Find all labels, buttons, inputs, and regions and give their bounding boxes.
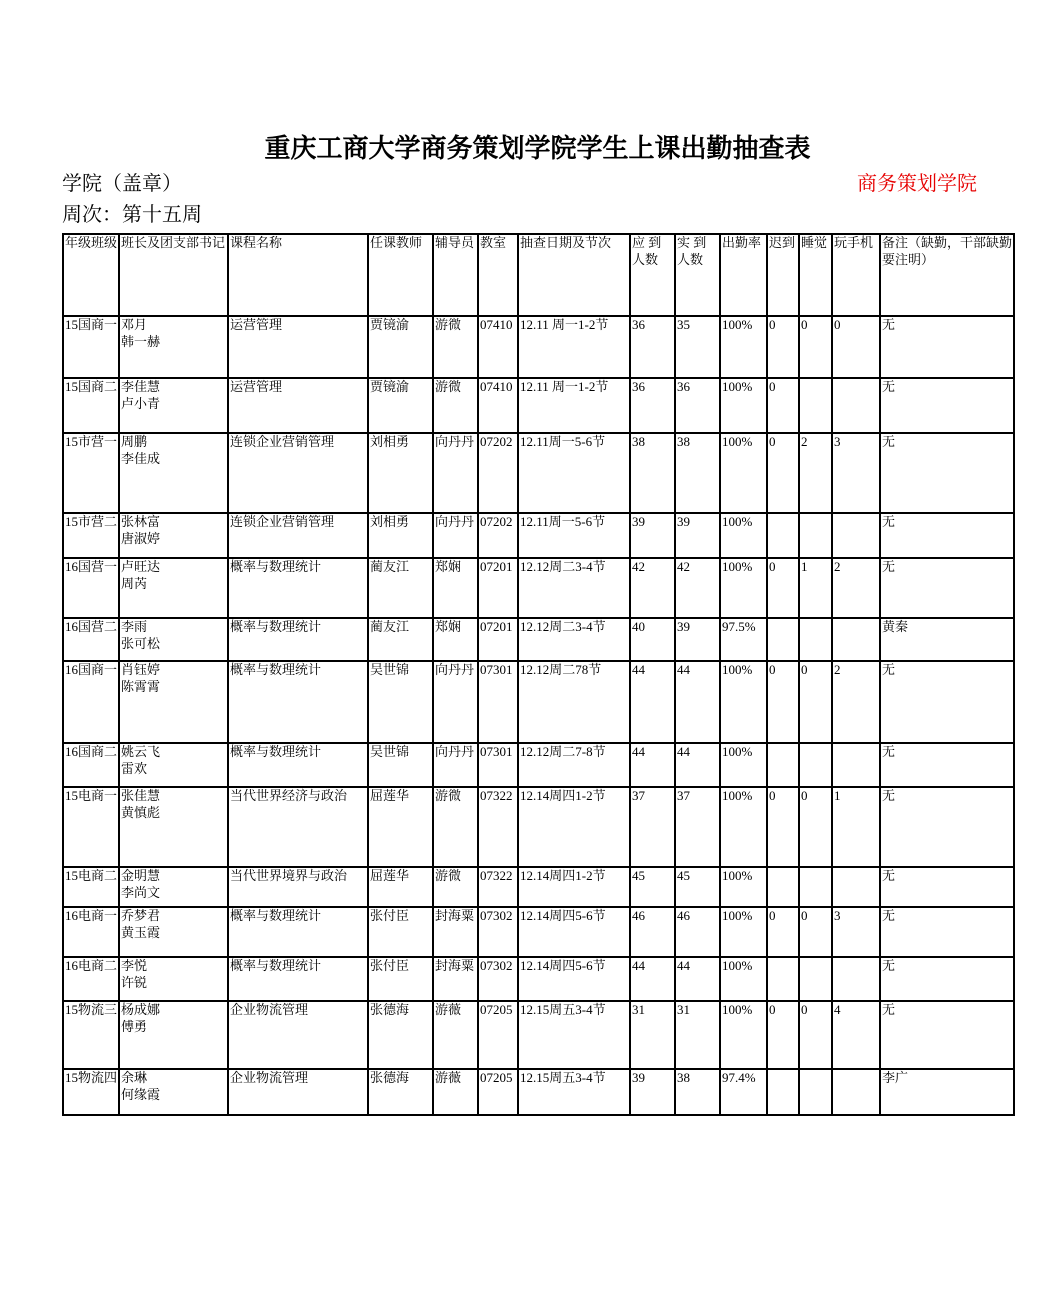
attendance-rate-cell: 100% (720, 661, 767, 743)
attendance-rate-cell: 100% (720, 1001, 767, 1069)
expected-count-cell: 39 (630, 1069, 675, 1115)
late-cell: 0 (767, 558, 799, 618)
course-cell: 运营管理 (228, 316, 368, 378)
counselor-cell: 游微 (433, 787, 478, 867)
header-late: 迟到 (767, 234, 799, 316)
teacher-cell: 贾镜渝 (368, 378, 433, 433)
teacher-cell: 屈莲华 (368, 867, 433, 907)
room-cell: 07302 (478, 957, 518, 1001)
room-cell: 07410 (478, 316, 518, 378)
course-cell: 连锁企业营销管理 (228, 513, 368, 558)
grade-class-cell: 15市营二 (63, 513, 119, 558)
expected-count-cell: 40 (630, 618, 675, 661)
date-period-cell: 12.11 周一1-2节 (518, 378, 630, 433)
teacher-cell: 屈莲华 (368, 787, 433, 867)
expected-count-cell: 45 (630, 867, 675, 907)
room-cell: 07202 (478, 513, 518, 558)
course-cell: 企业物流管理 (228, 1069, 368, 1115)
expected-count-cell: 44 (630, 743, 675, 787)
expected-count-cell: 36 (630, 316, 675, 378)
counselor-cell: 向丹丹 (433, 743, 478, 787)
table-row (63, 661, 1014, 743)
phone-cell (832, 378, 880, 433)
table-row (63, 513, 1014, 558)
monitor-cell: 姚云飞 雷欢 (119, 743, 228, 787)
teacher-cell: 蔺友江 (368, 558, 433, 618)
actual-count-cell: 31 (675, 1001, 720, 1069)
actual-count-cell: 44 (675, 957, 720, 1001)
teacher-cell: 刘相勇 (368, 513, 433, 558)
table-row (63, 378, 1014, 433)
date-period-cell: 12.14周四5-6节 (518, 907, 630, 957)
phone-cell: 3 (832, 433, 880, 513)
grade-class-cell: 15电商二 (63, 867, 119, 907)
table-row (63, 787, 1014, 867)
sleep-cell (799, 513, 832, 558)
course-cell: 概率与数理统计 (228, 907, 368, 957)
table-row (63, 743, 1014, 787)
header-attendance-rate: 出勤率 (720, 234, 767, 316)
date-period-cell: 12.11 周一1-2节 (518, 316, 630, 378)
expected-count-cell: 38 (630, 433, 675, 513)
expected-count-cell: 36 (630, 378, 675, 433)
counselor-cell: 郑娴 (433, 558, 478, 618)
teacher-cell: 张付臣 (368, 957, 433, 1001)
course-cell: 概率与数理统计 (228, 743, 368, 787)
college-line (62, 171, 1013, 197)
actual-count-cell: 39 (675, 618, 720, 661)
phone-cell (832, 957, 880, 1001)
monitor-cell: 邓月 韩一赫 (119, 316, 228, 378)
monitor-cell: 卢旺达 周芮 (119, 558, 228, 618)
header-course: 课程名称 (228, 234, 368, 316)
monitor-cell: 杨成娜 傅勇 (119, 1001, 228, 1069)
phone-cell (832, 618, 880, 661)
header-actual-count: 实 到人数 (675, 234, 720, 316)
remark-cell: 无 (880, 867, 1014, 907)
attendance-table (62, 233, 1015, 1116)
grade-class-cell: 16电商一 (63, 907, 119, 957)
attendance-rate-cell: 100% (720, 316, 767, 378)
phone-cell (832, 1069, 880, 1115)
sleep-cell: 0 (799, 661, 832, 743)
monitor-cell: 周鹏 李佳成 (119, 433, 228, 513)
late-cell (767, 513, 799, 558)
grade-class-cell: 16国营一 (63, 558, 119, 618)
date-period-cell: 12.12周二7-8节 (518, 743, 630, 787)
table-row (63, 433, 1014, 513)
phone-cell (832, 513, 880, 558)
phone-cell (832, 867, 880, 907)
page-title: 重庆工商大学商务策划学院学生上课出勤抽查表 (264, 133, 811, 163)
attendance-rate-cell: 100% (720, 957, 767, 1001)
actual-count-cell: 38 (675, 1069, 720, 1115)
phone-cell: 2 (832, 558, 880, 618)
college-seal-label: 学院（盖章） (62, 173, 182, 195)
counselor-cell: 封海粟 (433, 957, 478, 1001)
expected-count-cell: 39 (630, 513, 675, 558)
header-phone: 玩手机 (832, 234, 880, 316)
sleep-cell (799, 957, 832, 1001)
monitor-cell: 余琳 何缘霞 (119, 1069, 228, 1115)
monitor-cell: 金明慧 李尚文 (119, 867, 228, 907)
attendance-rate-cell: 100% (720, 907, 767, 957)
grade-class-cell: 15物流四 (63, 1069, 119, 1115)
counselor-cell: 游薇 (433, 1001, 478, 1069)
header-room: 教室 (478, 234, 518, 316)
grade-class-cell: 16国商一 (63, 661, 119, 743)
course-cell: 运营管理 (228, 378, 368, 433)
phone-cell: 0 (832, 316, 880, 378)
course-cell: 概率与数理统计 (228, 661, 368, 743)
counselor-cell: 郑娴 (433, 618, 478, 661)
expected-count-cell: 44 (630, 957, 675, 1001)
header-counselor: 辅导员 (433, 234, 478, 316)
expected-count-cell: 44 (630, 661, 675, 743)
attendance-rate-cell: 100% (720, 513, 767, 558)
attendance-rate-cell: 97.5% (720, 618, 767, 661)
teacher-cell: 蔺友江 (368, 618, 433, 661)
grade-class-cell: 15国商二 (63, 378, 119, 433)
date-period-cell: 12.15周五3-4节 (518, 1001, 630, 1069)
grade-class-cell: 15电商一 (63, 787, 119, 867)
header-row (63, 234, 1014, 316)
sleep-cell: 0 (799, 1001, 832, 1069)
sleep-cell: 0 (799, 316, 832, 378)
actual-count-cell: 38 (675, 433, 720, 513)
room-cell: 07322 (478, 787, 518, 867)
phone-cell (832, 743, 880, 787)
counselor-cell: 向丹丹 (433, 661, 478, 743)
grade-class-cell: 15物流三 (63, 1001, 119, 1069)
remark-cell: 李广 (880, 1069, 1014, 1115)
monitor-cell: 李悦 许锐 (119, 957, 228, 1001)
phone-cell: 2 (832, 661, 880, 743)
counselor-cell: 封海粟 (433, 907, 478, 957)
remark-cell: 无 (880, 743, 1014, 787)
date-period-cell: 12.14周四1-2节 (518, 867, 630, 907)
late-cell: 0 (767, 1001, 799, 1069)
counselor-cell: 游微 (433, 378, 478, 433)
course-cell: 当代世界境界与政治 (228, 867, 368, 907)
late-cell (767, 743, 799, 787)
attendance-rate-cell: 100% (720, 867, 767, 907)
date-period-cell: 12.11周一5-6节 (518, 433, 630, 513)
header-monitor: 班长及团支部书记 (119, 234, 228, 316)
late-cell (767, 867, 799, 907)
expected-count-cell: 46 (630, 907, 675, 957)
expected-count-cell: 42 (630, 558, 675, 618)
counselor-cell: 游微 (433, 316, 478, 378)
actual-count-cell: 39 (675, 513, 720, 558)
header-teacher: 任课教师 (368, 234, 433, 316)
remark-cell: 无 (880, 513, 1014, 558)
attendance-rate-cell: 97.4% (720, 1069, 767, 1115)
attendance-rate-cell: 100% (720, 743, 767, 787)
table-row (63, 558, 1014, 618)
late-cell (767, 1069, 799, 1115)
remark-cell: 无 (880, 907, 1014, 957)
room-cell: 07202 (478, 433, 518, 513)
room-cell: 07201 (478, 558, 518, 618)
room-cell: 07302 (478, 907, 518, 957)
course-cell: 连锁企业营销管理 (228, 433, 368, 513)
monitor-cell: 张林富 唐淑婷 (119, 513, 228, 558)
counselor-cell: 游微 (433, 867, 478, 907)
table-row (63, 867, 1014, 907)
date-period-cell: 12.11周一5-6节 (518, 513, 630, 558)
table-row (63, 1001, 1014, 1069)
date-period-cell: 12.12周二78节 (518, 661, 630, 743)
sleep-cell: 1 (799, 558, 832, 618)
remark-cell: 无 (880, 661, 1014, 743)
attendance-rate-cell: 100% (720, 787, 767, 867)
attendance-rate-cell: 100% (720, 378, 767, 433)
expected-count-cell: 31 (630, 1001, 675, 1069)
monitor-cell: 肖钰婷 陈霄霄 (119, 661, 228, 743)
date-period-cell: 12.14周四5-6节 (518, 957, 630, 1001)
date-period-cell: 12.12周二3-4节 (518, 558, 630, 618)
actual-count-cell: 42 (675, 558, 720, 618)
header-remark: 备注（缺勤，干部缺勤要注明） (880, 234, 1014, 316)
table-row (63, 957, 1014, 1001)
course-cell: 概率与数理统计 (228, 618, 368, 661)
course-cell: 概率与数理统计 (228, 957, 368, 1001)
late-cell: 0 (767, 907, 799, 957)
remark-cell: 无 (880, 957, 1014, 1001)
course-cell: 当代世界经济与政治 (228, 787, 368, 867)
actual-count-cell: 44 (675, 661, 720, 743)
remark-cell: 无 (880, 1001, 1014, 1069)
remark-cell: 无 (880, 378, 1014, 433)
table-row (63, 1069, 1014, 1115)
room-cell: 07301 (478, 661, 518, 743)
table-row (63, 907, 1014, 957)
sleep-cell (799, 1069, 832, 1115)
room-cell: 07301 (478, 743, 518, 787)
actual-count-cell: 44 (675, 743, 720, 787)
actual-count-cell: 37 (675, 787, 720, 867)
teacher-cell: 张德海 (368, 1069, 433, 1115)
actual-count-cell: 35 (675, 316, 720, 378)
grade-class-cell: 16国商二 (63, 743, 119, 787)
remark-cell: 无 (880, 316, 1014, 378)
teacher-cell: 张德海 (368, 1001, 433, 1069)
header-date-period: 抽查日期及节次 (518, 234, 630, 316)
remark-cell: 无 (880, 558, 1014, 618)
attendance-rate-cell: 100% (720, 433, 767, 513)
sleep-cell: 0 (799, 787, 832, 867)
late-cell (767, 618, 799, 661)
attendance-rate-cell: 100% (720, 558, 767, 618)
header-sleep: 睡觉 (799, 234, 832, 316)
room-cell: 07205 (478, 1069, 518, 1115)
attendance-table-body (63, 316, 1014, 1115)
room-cell: 07410 (478, 378, 518, 433)
late-cell: 0 (767, 316, 799, 378)
sleep-cell (799, 743, 832, 787)
teacher-cell: 贾镜渝 (368, 316, 433, 378)
sleep-cell: 0 (799, 907, 832, 957)
late-cell: 0 (767, 378, 799, 433)
expected-count-cell: 37 (630, 787, 675, 867)
course-cell: 概率与数理统计 (228, 558, 368, 618)
counselor-cell: 向丹丹 (433, 433, 478, 513)
course-cell: 企业物流管理 (228, 1001, 368, 1069)
sleep-cell (799, 378, 832, 433)
teacher-cell: 吴世锦 (368, 661, 433, 743)
sleep-cell (799, 867, 832, 907)
counselor-cell: 游薇 (433, 1069, 478, 1115)
actual-count-cell: 45 (675, 867, 720, 907)
grade-class-cell: 16国营二 (63, 618, 119, 661)
phone-cell: 3 (832, 907, 880, 957)
date-period-cell: 12.12周二3-4节 (518, 618, 630, 661)
sleep-cell: 2 (799, 433, 832, 513)
grade-class-cell: 15市营一 (63, 433, 119, 513)
phone-cell: 1 (832, 787, 880, 867)
remark-cell: 无 (880, 787, 1014, 867)
counselor-cell: 向丹丹 (433, 513, 478, 558)
monitor-cell: 李雨 张可松 (119, 618, 228, 661)
header-expected-count: 应 到人数 (630, 234, 675, 316)
grade-class-cell: 15国商一 (63, 316, 119, 378)
header-grade-class: 年级班级 (63, 234, 119, 316)
table-row (63, 316, 1014, 378)
teacher-cell: 刘相勇 (368, 433, 433, 513)
late-cell (767, 957, 799, 1001)
remark-cell: 无 (880, 433, 1014, 513)
table-row (63, 618, 1014, 661)
week-label: 周次：第十五周 (62, 204, 202, 226)
late-cell: 0 (767, 661, 799, 743)
late-cell: 0 (767, 787, 799, 867)
actual-count-cell: 36 (675, 378, 720, 433)
room-cell: 07201 (478, 618, 518, 661)
remark-cell: 黄秦 (880, 618, 1014, 661)
college-name-stamp: 商务策划学院 (857, 173, 977, 195)
room-cell: 07205 (478, 1001, 518, 1069)
date-period-cell: 12.15周五3-4节 (518, 1069, 630, 1115)
late-cell: 0 (767, 433, 799, 513)
grade-class-cell: 16电商二 (63, 957, 119, 1001)
room-cell: 07322 (478, 867, 518, 907)
teacher-cell: 张付臣 (368, 907, 433, 957)
phone-cell: 4 (832, 1001, 880, 1069)
date-period-cell: 12.14周四1-2节 (518, 787, 630, 867)
monitor-cell: 张佳慧 黄慎彪 (119, 787, 228, 867)
monitor-cell: 李佳慧 卢小青 (119, 378, 228, 433)
sleep-cell (799, 618, 832, 661)
monitor-cell: 乔梦君 黄玉霞 (119, 907, 228, 957)
teacher-cell: 吴世锦 (368, 743, 433, 787)
actual-count-cell: 46 (675, 907, 720, 957)
